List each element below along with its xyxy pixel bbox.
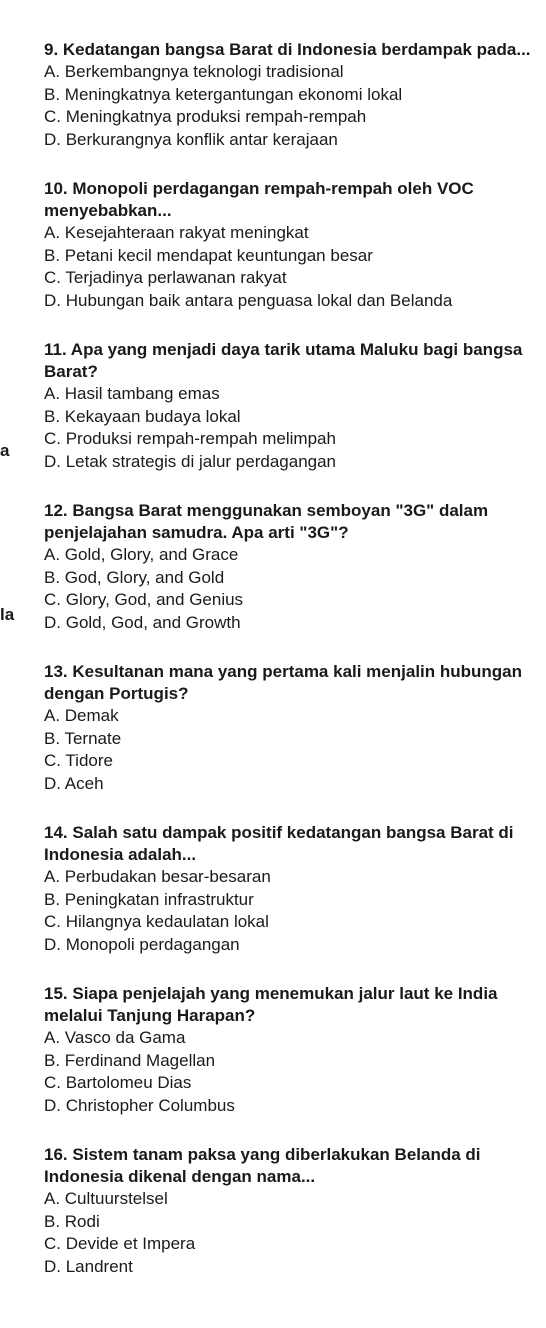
option-c[interactable]: C. Meningkatnya produksi rempah-rempah: [44, 107, 367, 126]
question-16: [44, 1144, 540, 1278]
option-a[interactable]: A. Demak: [44, 706, 119, 725]
option-c[interactable]: C. Glory, God, and Genius: [44, 590, 244, 609]
option-b[interactable]: B. Ferdinand Magellan: [44, 1050, 216, 1070]
option-b[interactable]: B. Ternate: [44, 728, 122, 748]
question-text: 13. Kesultanan mana yang pertama kali menjalin hubungan dengan Portugis?: [44, 662, 523, 703]
question-text: 9. Kedatangan bangsa Barat di Indonesia berdampak pada...: [44, 40, 531, 59]
option-c[interactable]: C. Devide et Impera: [44, 1234, 196, 1253]
option-a[interactable]: A. Vasco da Gama: [44, 1028, 186, 1047]
question-text: 14. Salah satu dampak positif kedatangan bangsa Barat di Indonesia adalah...: [44, 823, 514, 864]
cut-off-text-fragment: la: [0, 605, 15, 624]
option-a[interactable]: A. Cultuurstelsel: [44, 1189, 168, 1208]
option-b[interactable]: B. Rodi: [44, 1211, 100, 1231]
option-b[interactable]: B. Peningkatan infrastruktur: [44, 889, 254, 909]
option-a[interactable]: A. Perbudakan besar-besaran: [44, 867, 271, 886]
option-b[interactable]: B. Petani kecil mendapat keuntungan besar: [44, 245, 373, 265]
answer-options: [44, 1027, 540, 1117]
option-c[interactable]: C. Terjadinya perlawanan rakyat: [44, 268, 287, 287]
option-d[interactable]: D. Monopoli perdagangan: [44, 934, 240, 954]
option-c[interactable]: C. Tidore: [44, 751, 113, 770]
answer-options: [44, 705, 540, 795]
option-d[interactable]: D. Landrent: [44, 1256, 133, 1276]
option-b[interactable]: B. Meningkatnya ketergantungan ekonomi lokal: [44, 84, 403, 104]
option-a[interactable]: A. Kesejahteraan rakyat meningkat: [44, 223, 309, 242]
option-c[interactable]: C. Hilangnya kedaulatan lokal: [44, 912, 269, 931]
answer-options: [44, 61, 540, 151]
option-d[interactable]: D. Letak strategis di jalur perdagangan: [44, 451, 337, 471]
question-text: 16. Sistem tanam paksa yang diberlakukan Belanda di Indonesia dikenal dengan nama...: [44, 1145, 481, 1186]
question-11: [44, 339, 540, 473]
question-14: [44, 822, 540, 956]
option-a[interactable]: A. Gold, Glory, and Grace: [44, 545, 239, 564]
question-9: [44, 39, 540, 151]
cut-off-text-fragment: a: [0, 441, 10, 460]
option-b[interactable]: B. Kekayaan budaya lokal: [44, 406, 241, 426]
question-text: 15. Siapa penjelajah yang menemukan jalur laut ke India melalui Tanjung Harapan?: [44, 984, 498, 1025]
option-d[interactable]: D. Hubungan baik antara penguasa lokal dan Belanda: [44, 290, 453, 310]
option-d[interactable]: D. Berkurangnya konflik antar kerajaan: [44, 129, 338, 149]
option-b[interactable]: B. God, Glory, and Gold: [44, 567, 225, 587]
answer-options: [44, 222, 540, 312]
option-d[interactable]: D. Christopher Columbus: [44, 1095, 235, 1115]
answer-options: [44, 544, 540, 634]
question-text: 12. Bangsa Barat menggunakan semboyan "3G" dalam penjelajahan samudra. Apa arti "3G"?: [44, 501, 489, 542]
option-c[interactable]: C. Bartolomeu Dias: [44, 1073, 192, 1092]
question-13: [44, 661, 540, 795]
answer-options: [44, 1188, 540, 1278]
question-text: 10. Monopoli perdagangan rempah-rempah oleh VOC menyebabkan...: [44, 179, 474, 220]
question-15: [44, 983, 540, 1117]
option-a[interactable]: A. Berkembangnya teknologi tradisional: [44, 62, 344, 81]
option-c[interactable]: C. Produksi rempah-rempah melimpah: [44, 429, 336, 448]
answer-options: [44, 383, 540, 473]
question-text: 11. Apa yang menjadi daya tarik utama Maluku bagi bangsa Barat?: [44, 340, 523, 381]
option-d[interactable]: D. Gold, God, and Growth: [44, 612, 241, 632]
question-12: [44, 500, 540, 634]
question-10: [44, 178, 540, 312]
question-list: [44, 39, 540, 1305]
answer-options: [44, 866, 540, 956]
option-a[interactable]: A. Hasil tambang emas: [44, 384, 220, 403]
option-d[interactable]: D. Aceh: [44, 773, 104, 793]
